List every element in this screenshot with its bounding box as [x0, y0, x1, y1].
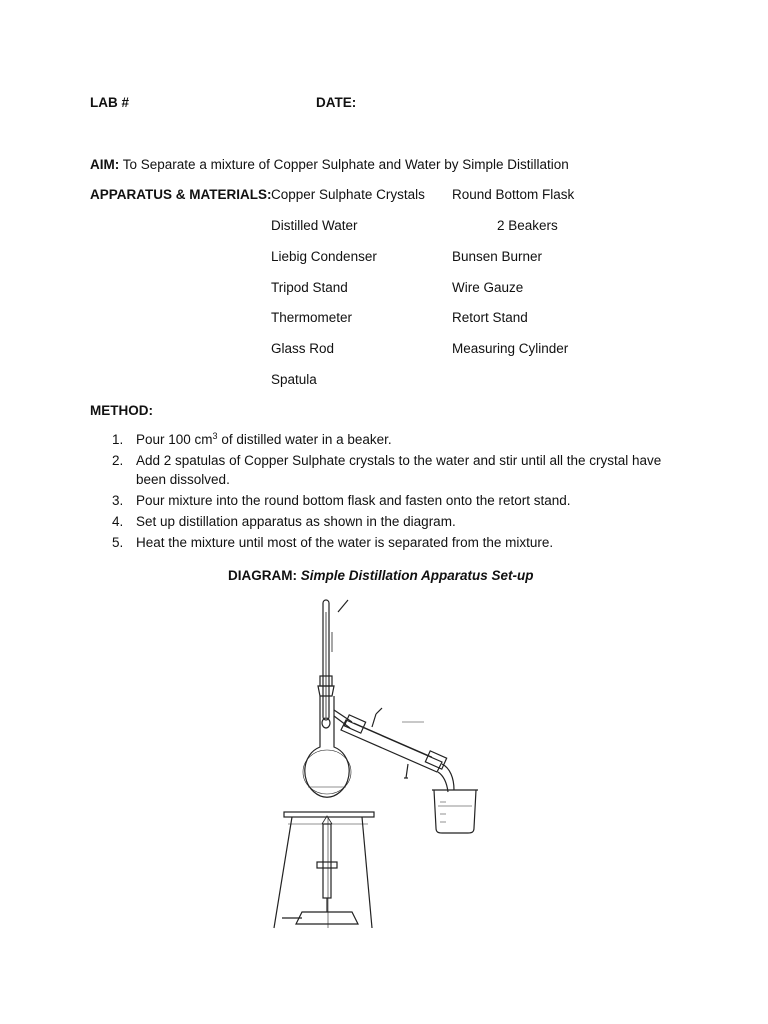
- lab-number-label: LAB #: [90, 95, 130, 110]
- material-item: Retort Stand: [452, 310, 528, 325]
- material-item: Measuring Cylinder: [452, 341, 569, 356]
- material-item: 2 Beakers: [497, 218, 558, 233]
- aim-line: [90, 157, 569, 172]
- diagram-caption: DIAGRAM: Simple Distillation Apparatus Set-up: [228, 568, 534, 583]
- material-item: Copper Sulphate Crystals: [271, 187, 425, 202]
- round-bottom-flask-icon: [303, 696, 351, 797]
- apparatus-label: APPARATUS & MATERIALS:: [90, 187, 272, 202]
- method-step: 3. Pour mixture into the round bottom flask and fasten onto the retort stand.: [112, 493, 571, 508]
- material-item: Thermometer: [271, 310, 353, 325]
- material-item: Liebig Condenser: [271, 249, 377, 264]
- method-steps: [90, 430, 690, 554]
- tripod-stand-icon: [274, 812, 374, 928]
- liebig-condenser-icon: [334, 708, 454, 792]
- method-step: 4. Set up distillation apparatus as shown in the diagram.: [112, 514, 456, 529]
- method-step: 1. Pour 100 $cm^3$ of distilled water in a beaker.: [112, 431, 392, 447]
- distillation-apparatus-diagram: [262, 592, 502, 937]
- material-item: Glass Rod: [271, 341, 335, 356]
- aim-label: AIM:: [90, 157, 120, 172]
- method-label: METHOD:: [90, 403, 153, 418]
- material-item: Round Bottom Flask: [452, 187, 575, 202]
- aim-text: To Separate a mixture of Copper Sulphate and Water by Simple Distillation: [122, 157, 569, 172]
- beaker-icon: [432, 790, 478, 833]
- material-item: Tripod Stand: [271, 280, 348, 295]
- method-step: 5. Heat the mixture until most of the water is separated from the mixture.: [112, 535, 554, 550]
- material-item: Wire Gauze: [452, 280, 524, 295]
- method-step: 2. Add 2 spatulas of Copper Sulphate crystals to the water and stir until all the crystal have been dissolved.: [112, 453, 662, 487]
- thermometer-icon: [322, 600, 348, 728]
- material-item: Distilled Water: [271, 218, 358, 233]
- material-item: Spatula: [271, 372, 317, 387]
- material-item: Bunsen Burner: [452, 249, 543, 264]
- bunsen-burner-icon: [282, 816, 358, 924]
- date-label: DATE:: [316, 95, 357, 110]
